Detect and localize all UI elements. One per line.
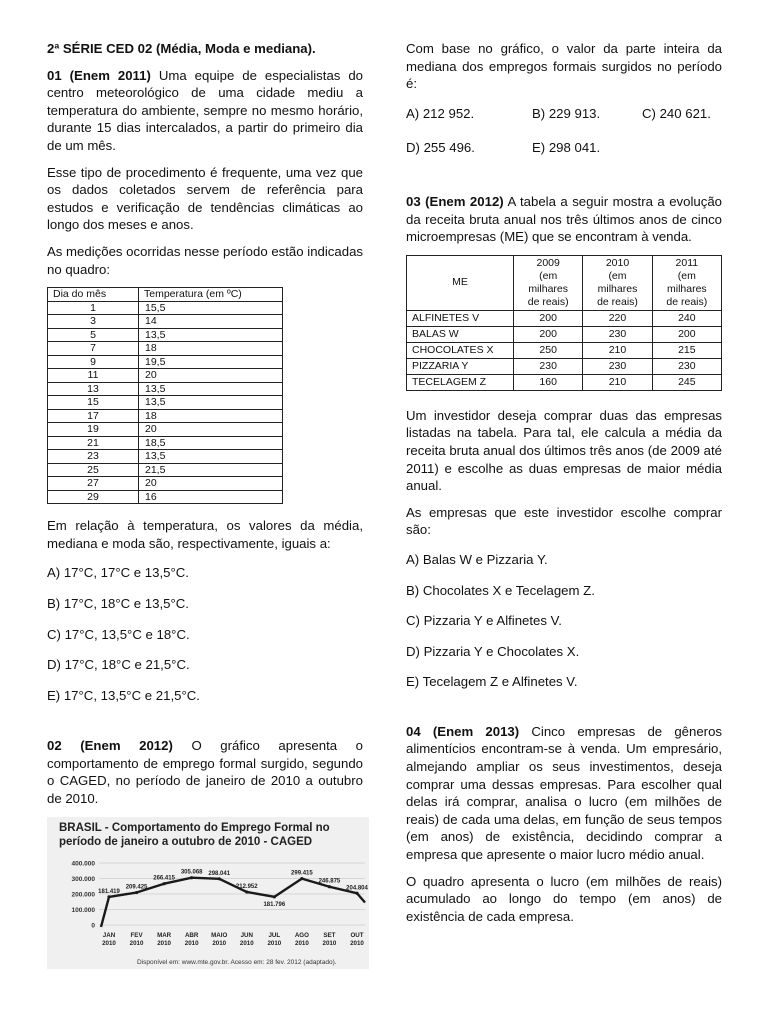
q4-para2: O quadro apresenta o lucro (em milhões de reais) acumulado ao longo do tempo (em anos) de existência de cada empresa. [406, 873, 722, 924]
revenue-cell: 220 [583, 310, 652, 326]
temperature-cell: 19,5 [139, 355, 283, 369]
table-row [407, 374, 722, 390]
x-tick-label: MAIO [211, 931, 228, 939]
data-label: 204.804 [346, 884, 368, 891]
day-cell: 25 [48, 463, 139, 477]
q3-intro [406, 193, 722, 246]
table-row [48, 477, 283, 491]
x-tick-label: OUT [350, 931, 364, 939]
right-column [406, 40, 722, 934]
temperature-cell: 18 [139, 409, 283, 423]
employment-chart [47, 817, 369, 969]
x-tick-year: 2010 [102, 939, 116, 947]
temperature-table [47, 287, 283, 504]
data-label: 212.952 [235, 883, 258, 890]
y-tick-label: 100.000 [71, 906, 95, 914]
x-tick-year: 2010 [239, 939, 254, 947]
table-row [48, 463, 283, 477]
q2-label: 02 (Enem 2012) [47, 738, 173, 754]
y-tick-label: 400.000 [71, 860, 95, 868]
day-cell: 1 [48, 301, 139, 315]
data-label: 299.415 [291, 870, 313, 877]
y-tick-label: 200.000 [71, 891, 95, 899]
temperature-cell: 13,5 [139, 328, 283, 342]
temperature-cell: 16 [139, 490, 283, 504]
q3-option-b[interactable]: B) Chocolates X e Tecelagem Z. [406, 582, 595, 598]
data-label: 298.041 [208, 870, 231, 877]
q2-option-c[interactable]: C) 240 621. [642, 105, 711, 121]
x-tick-year: 2010 [212, 939, 227, 947]
left-column [47, 40, 368, 969]
data-point [135, 891, 138, 894]
table-row [48, 369, 283, 383]
temperature-cell: 13,5 [139, 450, 283, 464]
table-row [407, 342, 722, 358]
data-label: 246.875 [318, 878, 341, 885]
revenue-cell: 200 [652, 326, 721, 342]
data-label: 209.425 [125, 884, 148, 891]
revenue-table [406, 255, 722, 391]
day-cell: 15 [48, 396, 139, 410]
revenue-cell: 230 [652, 358, 721, 374]
temperature-cell: 20 [139, 423, 283, 437]
q1-option-a[interactable]: A) 17°C, 17°C e 13,5°C. [47, 565, 189, 581]
x-tick-year: 2010 [157, 939, 171, 947]
x-tick-year: 2010 [295, 939, 309, 947]
revenue-cell: 245 [652, 374, 721, 390]
q2-intro [47, 737, 363, 807]
company-name-cell: PIZZARIA Y [407, 358, 514, 374]
q2-option-b[interactable]: B) 229 913. [532, 105, 601, 121]
table-row [48, 396, 283, 410]
x-tick-label: JUN [240, 931, 253, 939]
temperature-cell: 18,5 [139, 436, 283, 450]
revenue-cell: 210 [583, 374, 652, 390]
revenue-cell: 240 [652, 310, 721, 326]
table-corner: ME [407, 255, 514, 310]
q1-intro-text: Uma equipe de especialistas do centro meteorológico de uma cidade mediu a temperatura do ambiente, sempre no mesmo horário, durante 15 dias intercalados, a partir do primeiro dia de um mês. [47, 67, 363, 153]
q4-intro [406, 723, 722, 864]
q2-options-row2 [406, 139, 722, 157]
q2-option-e[interactable]: E) 298 041. [532, 140, 601, 156]
revenue-cell: 230 [514, 358, 583, 374]
table-row [48, 490, 283, 504]
q3-option-d[interactable]: D) Pizzaria Y e Chocolates X. [406, 643, 580, 659]
table-row [48, 328, 283, 342]
company-name-cell: BALAS W [407, 326, 514, 342]
q2-option-d[interactable]: D) 255 496. [406, 140, 475, 156]
y-tick-label: 300.000 [71, 875, 95, 883]
table-header: Dia do mês [48, 288, 139, 302]
temperature-cell: 21,5 [139, 463, 283, 477]
x-tick-label: SET [323, 931, 336, 939]
temperature-cell: 15,5 [139, 301, 283, 315]
q3-intro-text: A tabela a seguir mostra a evolução da receita bruta anual nos três últimos anos de cinco microempresas (ME) que se encontram à venda. [406, 193, 723, 245]
year-header-2010: 2010 (em milhares de reais) [583, 255, 652, 310]
q1-intro [47, 67, 363, 155]
chart-title-line1: BRASIL - Comportamento do Emprego Formal no [59, 821, 330, 834]
revenue-cell: 200 [514, 310, 583, 326]
q1-para2: Esse tipo de procedimento é frequente, uma vez que os dados coletados servem de referência para estudos e verificação de tendências climáticas ao longo dos meses e anos. [47, 164, 363, 233]
temperature-cell: 13,5 [139, 382, 283, 396]
y-tick-label: 0 [91, 922, 95, 930]
day-cell: 13 [48, 382, 139, 396]
q3-option-c[interactable]: C) Pizzaria Y e Alfinetes V. [406, 613, 562, 629]
q3-question: As empresas que este investidor escolhe comprar são: [406, 504, 722, 538]
page-title: 2ª SÉRIE CED 02 (Média, Moda e mediana). [47, 41, 316, 56]
x-tick-year: 2010 [184, 939, 199, 947]
q3-option-a[interactable]: A) Balas W e Pizzaria Y. [406, 551, 548, 567]
x-tick-label: JAN [102, 931, 116, 939]
x-tick-year: 2010 [129, 939, 144, 947]
company-name-cell: ALFINETES V [407, 310, 514, 326]
temperature-cell: 20 [139, 369, 283, 383]
q3-para2: Um investidor deseja comprar duas das empresas listadas na tabela. Para tal, ele calcula a média da receita bruta anual dos últimos três anos (de 2009 até 2011) e escolhe as duas empresas de maior média anual. [406, 407, 722, 494]
day-cell: 19 [48, 423, 139, 437]
temperature-cell: 14 [139, 315, 283, 329]
q1-question: Em relação à temperatura, os valores da média, mediana e moda são, respectivamente, iguais a: [47, 518, 363, 551]
table-row [48, 436, 283, 450]
day-cell: 23 [48, 450, 139, 464]
day-cell: 17 [48, 409, 139, 423]
q1-option-d[interactable]: D) 17°C, 18°C e 21,5°C. [47, 657, 190, 673]
data-label: 181.419 [98, 888, 120, 895]
data-point [107, 895, 110, 898]
day-cell: 7 [48, 342, 139, 356]
revenue-cell: 230 [583, 358, 652, 374]
data-point [300, 877, 303, 880]
revenue-cell: 215 [652, 342, 721, 358]
x-tick-year: 2010 [322, 939, 337, 947]
data-point [218, 877, 221, 880]
table-row [407, 326, 722, 342]
q3-option-e[interactable]: E) Tecelagem Z e Alfinetes V. [406, 674, 578, 690]
year-header-2009: 2009 (em milhares de reais) [514, 255, 583, 310]
x-tick-year: 2010 [350, 939, 364, 947]
x-tick-label: ABR [184, 931, 199, 939]
revenue-cell: 160 [514, 374, 583, 390]
q2-options-row1 [406, 105, 722, 123]
year-header-2011: 2011 (em milhares de reais) [652, 255, 721, 310]
q2-intro-text: O gráfico apresenta o comportamento de emprego formal surgido, segundo o CAGED, no período de janeiro de 2010 a outubro de 2010. [47, 738, 363, 807]
temperature-cell: 20 [139, 477, 283, 491]
q1-label: 01 (Enem 2011) [47, 67, 151, 83]
day-cell: 9 [48, 355, 139, 369]
q1-option-b[interactable]: B) 17°C, 18°C e 13,5°C. [47, 595, 189, 611]
table-row [48, 342, 283, 356]
x-tick-label: MAR [157, 931, 172, 939]
q2-continuation: Com base no gráfico, o valor da parte inteira da mediana dos empregos formais surgidos no período é: [406, 41, 722, 92]
table-row [48, 301, 283, 315]
data-label: 266.415 [153, 875, 175, 882]
q4-label: 04 (Enem 2013) [406, 723, 520, 739]
data-point [328, 885, 331, 888]
data-label: 305.068 [180, 869, 203, 876]
table-row [48, 382, 283, 396]
day-cell: 27 [48, 477, 139, 491]
x-tick-year: 2010 [267, 939, 282, 947]
revenue-cell: 200 [514, 326, 583, 342]
employment-chart-svg [47, 817, 369, 969]
data-point [245, 890, 248, 893]
temperature-cell: 13,5 [139, 396, 283, 410]
data-point [273, 895, 276, 898]
table-row [48, 355, 283, 369]
day-cell: 5 [48, 328, 139, 342]
revenue-cell: 250 [514, 342, 583, 358]
q1-option-c[interactable]: C) 17°C, 13,5°C e 18°C. [47, 626, 190, 642]
revenue-cell: 230 [583, 326, 652, 342]
temperature-cell: 18 [139, 342, 283, 356]
q1-option-e[interactable]: E) 17°C, 13,5°C e 21,5°C. [47, 687, 200, 703]
table-row [48, 450, 283, 464]
q2-option-a[interactable]: A) 212 952. [406, 105, 475, 121]
table-row [407, 310, 722, 326]
q3-label: 03 (Enem 2012) [406, 193, 504, 209]
x-tick-label: AGO [294, 931, 309, 939]
data-point [163, 882, 166, 885]
chart-source: Disponível em: www.mte.gov.br. Acesso em: 28 fev. 2012 (adaptado). [137, 958, 337, 966]
table-row [48, 423, 283, 437]
x-tick-label: FEV [130, 931, 143, 939]
table-row [48, 315, 283, 329]
day-cell: 11 [48, 369, 139, 383]
q1-para3: As medições ocorridas nesse período estão indicadas no quadro: [47, 243, 363, 277]
revenue-cell: 210 [583, 342, 652, 358]
table-row [48, 409, 283, 423]
q4-intro-text: Cinco empresas de gêneros alimentícios encontram-se à venda. Um empresário, almejando ampliar os seus investimentos, deseja comprar uma dessas empresas. Para escolher qual delas irá comprar, analisa o lucro (em milhões de reais) de cada uma delas, em função de seus tempos (em anos) de existência, decidindo comprar a empresa que apresente o maior lucro médio anual. [406, 723, 723, 863]
day-cell: 3 [48, 315, 139, 329]
data-point [355, 891, 358, 894]
day-cell: 29 [48, 490, 139, 504]
data-label: 181.796 [263, 901, 286, 908]
table-header: Temperatura (em ºC) [139, 288, 283, 302]
company-name-cell: CHOCOLATES X [407, 342, 514, 358]
x-tick-label: JUL [268, 931, 281, 939]
table-row [407, 358, 722, 374]
data-point [190, 876, 193, 879]
company-name-cell: TECELAGEM Z [407, 374, 514, 390]
chart-title-line2: período de janeiro a outubro de 2010 - CAGED [59, 835, 313, 848]
day-cell: 21 [48, 436, 139, 450]
